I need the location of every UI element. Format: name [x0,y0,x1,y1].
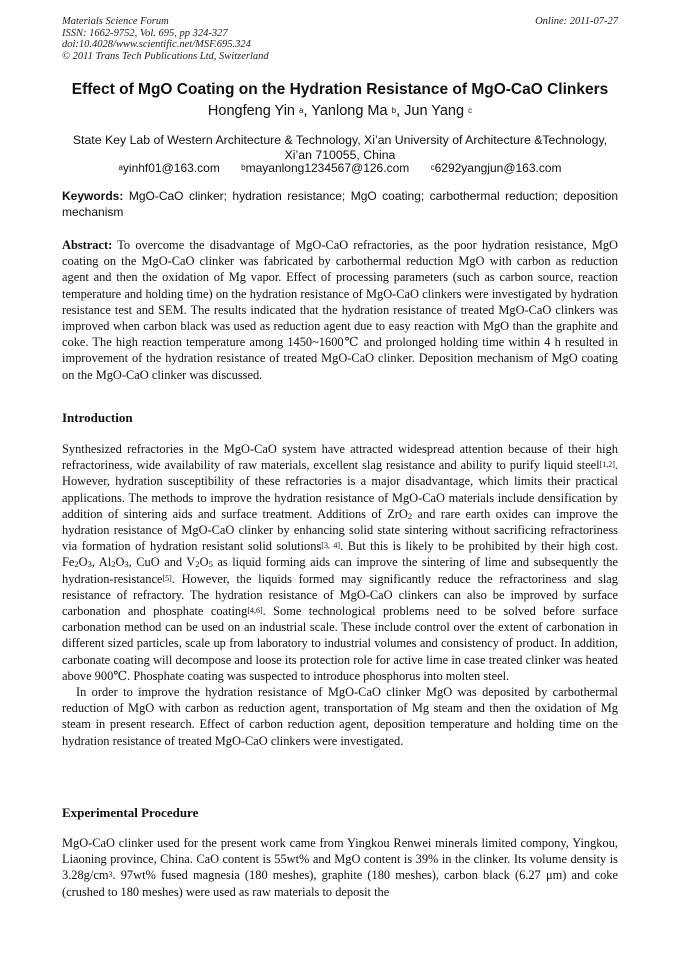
email-address: yinhf01@163.com [122,161,220,175]
author-list: Hongfeng Yin $^a$, Yanlong Ma $^b$, Jun Yang $^c$ [207,103,473,119]
affiliation-line: Xi’an 710055, China [284,148,396,162]
affiliation-line: State Key Lab of Western Architecture & Technology, Xi’an University of Architecture &Technology, [72,133,608,147]
subscript: 2 [407,510,413,521]
affiliation [62,133,618,163]
abstract-label: Abstract: [62,238,113,252]
keywords-text: MgO-CaO clinker; hydration resistance; MgO coating; carbothermal reduction; deposition mechanism [62,189,619,219]
intro-paragraph-1 [62,441,618,684]
email-entry [118,161,219,176]
email-sup: a [118,163,123,172]
text-run: Synthesized refractories in the MgO-CaO system have attracted widespread attention because of their high refractoriness, wide availability of raw materials, excellent slag resistance and ability to purify liquid steel [62,442,618,473]
copyright-line: © 2011 Trans Tech Publications Ltd, Switzerland [62,50,269,62]
citation: [5] [162,573,172,583]
intro-paragraph-2: In order to improve the hydration resistance of MgO-CaO clinker MgO was deposited by carbothermal reduction of MgO with carbon as reduction agent, transportation of Mg steam and then the oxidation of Mg steam in present research. Effect of carbon reduction agent, deposition temperature and holding time on the hydration resistance of treated MgO-CaO clinkers were investigated. [62,685,618,748]
subscript: 2 [195,559,200,570]
introduction-section [62,441,618,749]
abstract [62,237,618,383]
paper-title: Effect of MgO Coating on the Hydration Resistance of MgO-CaO Clinkers [71,81,609,98]
email-address: mayanlong1234567@126.com [245,161,410,175]
text-run: , CuO and V [128,555,196,570]
text-run: . Some technological problems need to be solved before surface carbonation method can be used on an industrial scale. These include control over the extent of carbonation in different sized particles, scale up from laboratory to industrial volumes and consistency of product. In addition, carbonate coating will decompose and loose its protection role for active lime in case treated clinker was heated above 900℃. Phosphate coating was suspected to introduce phosphorus into molten steel. [62,604,618,683]
text-run: MgO-CaO clinker used for the present work came from Yingkou Renwei minerals limited compony, Yingkou, Liaoning province, China. CaO content is 55wt% and MgO content is 39% in the clinker. Its volume density is 3.28g/cm [62,836,618,883]
doi-line: doi:10.4028/www.scientific.net/MSF.695.324 [62,39,251,50]
text-run: O [115,555,125,570]
citation: [1,2] [599,460,615,470]
citation: [4,6] [247,606,263,616]
author-name: Yanlong Ma [311,103,388,119]
abstract-text: To overcome the disadvantage of MgO-CaO refractories, as the poor hydration resistance, MgO coating on the MgO-CaO clinker was fabricated by carbothermal reduction MgO with carbon as reduction agent and then the oxidation of Mg vapor. Effect of processing parameters (such as carbon source, reaction temperature and holding time) on the hydration resistance of MgO-CaO clinkers were investigated by hydration resistance test and SEM. The results indicated that the hydration resistance of treated MgO-CaO clinkers was improved when carbon black was used as reduction agent due to easy reaction with MgO than the graphite and coke. The high reaction temperature among 1450~1600℃ and prolonged holding time within 4 h resulted in improvement of the hydration resistance of treated MgO-CaO clinker. Deposition mechanism of MgO coating on the MgO-CaO clinker was discussed. [62,238,619,382]
text-run: O [199,555,209,570]
intro-heading: Introduction [62,410,133,425]
experimental-heading: Experimental Procedure [62,805,199,820]
online-date: Online: 2011-07-27 [535,16,618,27]
subscript: 5 [208,559,213,570]
subscript: 3 [124,559,129,570]
email-entry [241,161,409,176]
superscript: 3 [108,870,113,880]
keywords-label: Keywords: [62,189,124,203]
text-run: . However, hydration susceptibility of these refractories is a major disadvantage, which limits their practical applications. The methods to improve the hydration resistance of MgO-CaO materials include densification by addition of sintering aids and surface treatment. Additions of ZrO [62,458,618,521]
subscript: 2 [74,559,79,570]
author-sup: a [299,106,304,115]
journal-name: Materials Science Forum [62,16,169,27]
publication-header [62,16,618,62]
subscript: 2 [111,559,116,570]
text-run: . But this is likely to be prohibited by their high cost. Fe [62,539,619,570]
email-list [62,161,618,176]
text-run: as liquid forming aids can improve the sintering of lime and subsequently the hydration-resistance [62,555,618,586]
keywords [62,189,618,220]
author-sup: b [391,106,397,115]
text-run: . However, the liquids formed may significantly reduce the refractoriness and slag resistance of refractory. The hydration resistance of MgO-CaO clinkers can also be improved by surface carbonation and phosphate coating [62,571,618,619]
email-sup: b [241,163,246,172]
citation: [3, 4] [321,541,341,551]
author-sup: c [468,106,473,115]
text-run: . 97wt% fused magnesia (180 meshes), graphite (180 meshes), carbon black (6.27 μm) and coke (crushed to 180 meshes) were used as raw materials to deposit the [62,868,618,899]
author-name: Jun Yang [404,103,465,119]
email-address: 6292yangjun@163.com [434,161,562,175]
author-name: Hongfeng Yin [207,103,295,119]
email-entry [431,161,562,176]
issn-line: ISSN: 1662-9752, Vol. 695, pp 324-327 [62,27,228,39]
text-run: and rare earth oxides can improve the hydration resistance of MgO-CaO clinker by enhancing solid state sintering without sacrificing refractoriness via formation of hydration resistant solid solutions [62,506,618,554]
text-run: O [78,555,88,570]
subscript: 3 [87,559,92,570]
email-sup: c [430,163,435,172]
text-run: , Al [91,555,112,570]
experimental-paragraph [62,835,618,900]
